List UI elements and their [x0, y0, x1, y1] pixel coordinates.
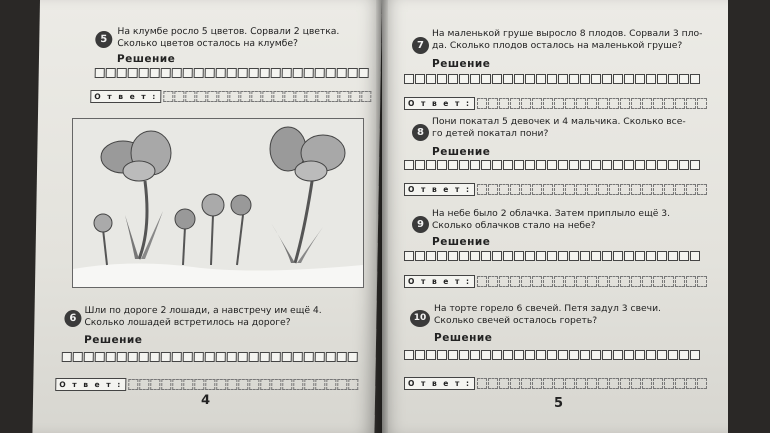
task-number-5: 5 — [95, 31, 112, 48]
answer-label-8: О т в е т : — [404, 183, 475, 196]
task-5-line-1: На клумбе росло 5 цветов. Сорвали 2 цветка. — [117, 26, 340, 37]
answer-label-5: О т в е т : — [90, 90, 161, 103]
answer-label-6: О т в е т : — [55, 378, 126, 391]
solution-grid-6 — [62, 352, 359, 362]
answer-label-9: О т в е т : — [404, 275, 475, 288]
right-page — [382, 0, 728, 433]
task-9-line-2: Сколько облачков стало на небе? — [432, 220, 596, 231]
solution-grid-8 — [404, 160, 701, 170]
answer-row-6 — [55, 378, 359, 391]
task-number-8: 8 — [412, 124, 429, 141]
solution-label-5: Решение — [116, 53, 176, 65]
task-number-6: 6 — [64, 310, 81, 327]
answer-row-8 — [404, 183, 708, 196]
task-8-line-1: Пони покатал 5 девочек и 4 мальчика. Сколько все- — [432, 116, 686, 127]
solution-label-9: Решение — [432, 236, 491, 248]
solution-label-10: Решение — [434, 332, 493, 344]
task-6-line-2: Сколько лошадей встретилось на дороге? — [84, 317, 291, 328]
solution-grid-10 — [404, 350, 701, 360]
task-6-line-1: Шли по дороге 2 лошади, а навстречу им ещё 4. — [84, 305, 322, 316]
task-10-line-1: На торте горело 6 свечей. Петя задул 3 свечи. — [434, 303, 661, 314]
solution-grid-9 — [404, 251, 701, 261]
page-number-left: 4 — [200, 393, 211, 408]
answer-row-5 — [90, 90, 372, 103]
task-5-line-2: Сколько цветов осталось на клумбе? — [117, 38, 299, 49]
task-7-line-2: да. Сколько плодов осталось на маленькой груше? — [432, 40, 683, 51]
solution-label-6: Решение — [83, 334, 143, 346]
task-7-line-1: На маленькой груше выросло 8 плодов. Сорвали 3 пло- — [432, 28, 703, 39]
answer-label-7: О т в е т : — [404, 97, 475, 110]
answer-row-10 — [404, 377, 708, 390]
solution-grid-5 — [95, 68, 370, 78]
solution-label-7: Решение — [432, 58, 491, 70]
solution-grid-7 — [404, 74, 701, 84]
answer-row-9 — [404, 275, 708, 288]
task-number-9: 9 — [412, 216, 429, 233]
task-number-10: 10 — [410, 310, 430, 327]
task-10-line-2: Сколько свечей осталось гореть? — [434, 315, 598, 326]
task-9-line-1: На небе было 2 облачка. Затем приплыло ещё 3. — [432, 208, 671, 219]
solution-label-8: Решение — [432, 146, 491, 158]
flowers-illustration-icon — [72, 118, 364, 288]
task-number-7: 7 — [412, 37, 429, 54]
book-gutter — [376, 0, 388, 433]
page-number-right: 5 — [554, 396, 564, 411]
answer-row-7 — [404, 97, 708, 110]
task-8-line-2: го детей покатал пони? — [432, 128, 549, 139]
answer-label-10: О т в е т : — [404, 377, 475, 390]
